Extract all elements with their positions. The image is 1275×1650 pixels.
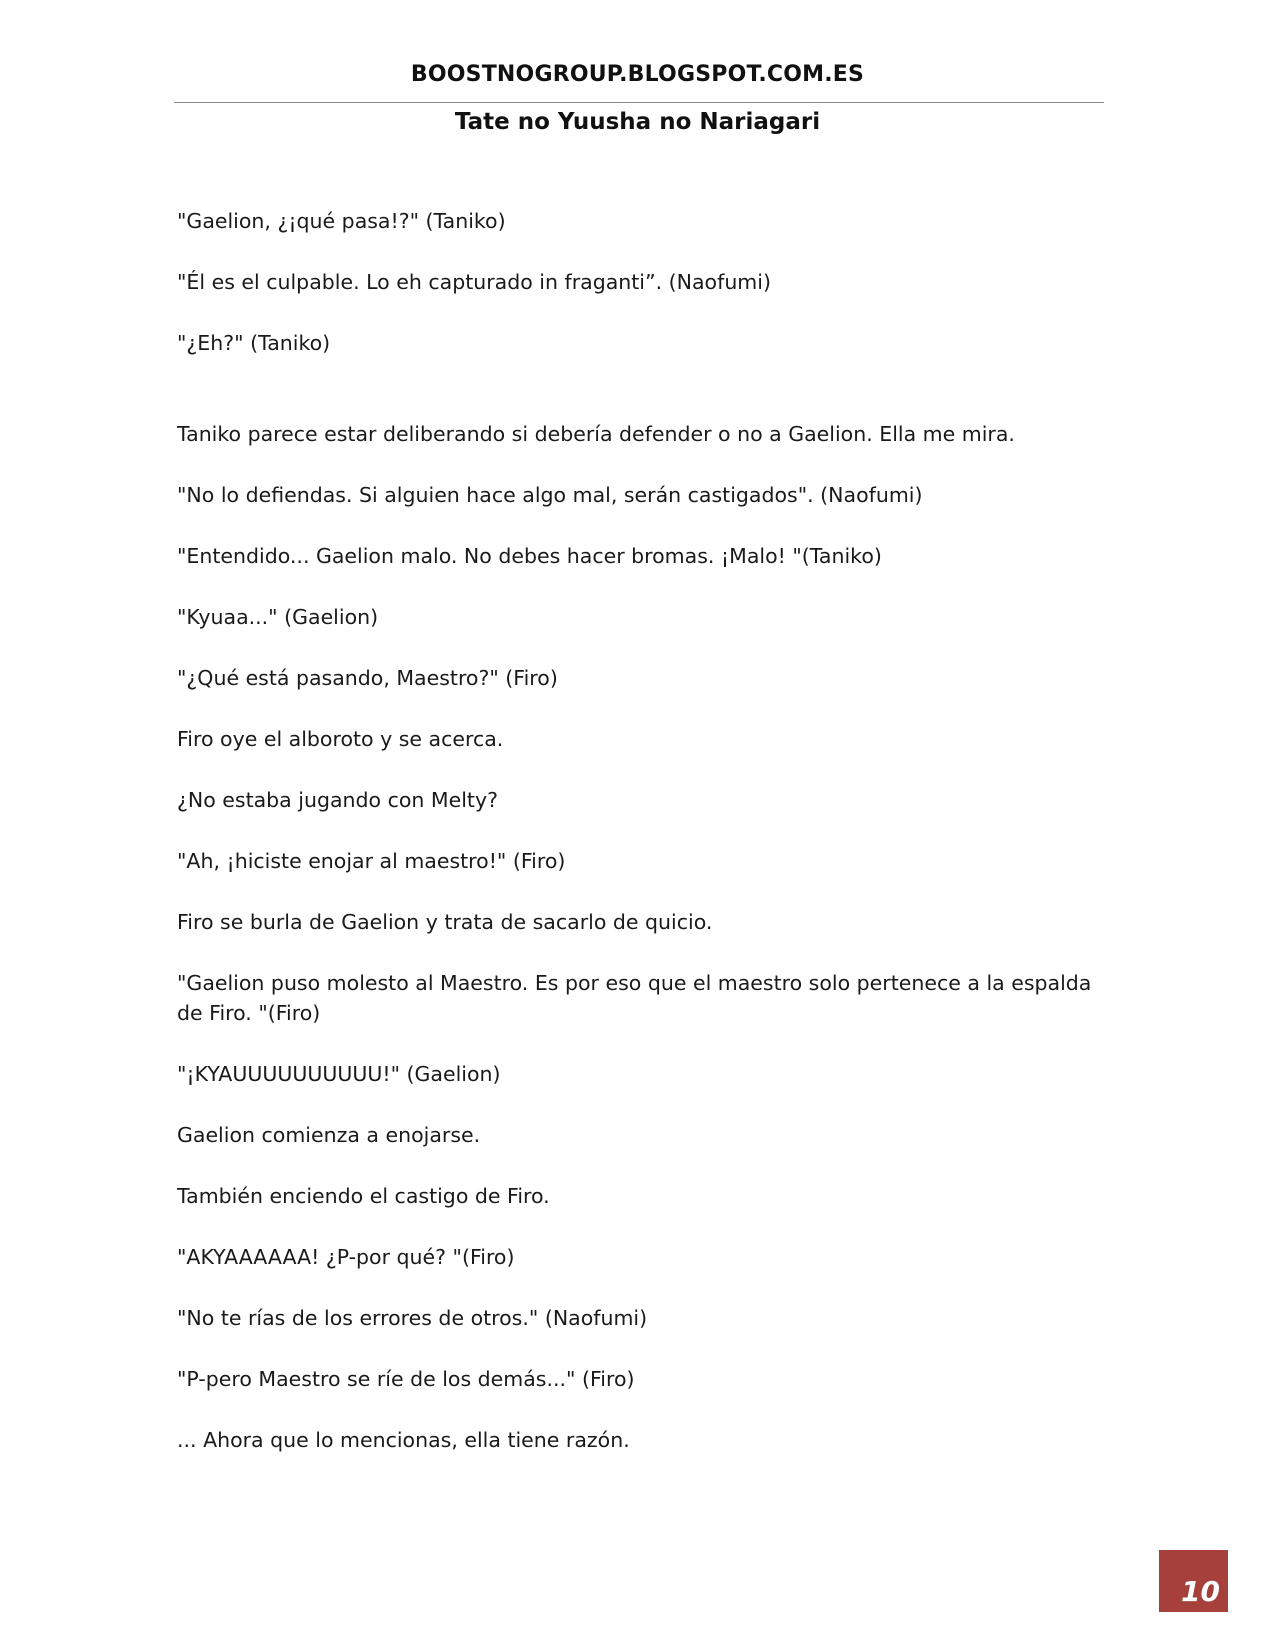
paragraph: "Entendido... Gaelion malo. No debes hacer bromas. ¡Malo! "(Taniko)	[177, 544, 882, 568]
page-number-badge	[1159, 1550, 1228, 1614]
paragraph: "Gaelion puso molesto al Maestro. Es por eso que el maestro solo pertenece a la espalda de Firo. "(Firo)	[177, 971, 1092, 1025]
body-text	[177, 206, 1097, 1486]
paragraph: "Kyuaa..." (Gaelion)	[177, 605, 379, 629]
paragraph: "No lo defiendas. Si alguien hace algo mal, serán castigados". (Naofumi)	[177, 483, 923, 507]
paragraph: Gaelion comienza a enojarse.	[177, 1123, 481, 1147]
paragraph: "Ah, ¡hiciste enojar al maestro!" (Firo)	[177, 849, 566, 873]
paragraph: "Gaelion, ¿¡qué pasa!?" (Taniko)	[177, 209, 506, 233]
page-number-underline	[1159, 1612, 1228, 1614]
paragraph: "¿Qué está pasando, Maestro?" (Firo)	[177, 666, 558, 690]
paragraph: "AKYAAAAAA! ¿P-por qué? "(Firo)	[177, 1245, 515, 1269]
paragraph: Firo se burla de Gaelion y trata de sacarlo de quicio.	[177, 910, 713, 934]
paragraph: "P-pero Maestro se ríe de los demás..." (Firo)	[177, 1367, 635, 1391]
paragraph: Taniko parece estar deliberando si debería defender o no a Gaelion. Ella me mira.	[177, 422, 1015, 446]
document-title: Tate no Yuusha no Nariagari	[454, 109, 821, 135]
paragraph: "¿Eh?" (Taniko)	[177, 331, 331, 355]
paragraph: ... Ahora que lo mencionas, ella tiene razón.	[177, 1428, 630, 1452]
paragraph: "Él es el culpable. Lo eh capturado in fraganti”. (Naofumi)	[177, 270, 771, 294]
header-divider	[174, 102, 1104, 103]
paragraph: Firo oye el alboroto y se acerca.	[177, 727, 504, 751]
page-number: 10	[1181, 1575, 1220, 1608]
paragraph: "No te rías de los errores de otros." (Naofumi)	[177, 1306, 648, 1330]
paragraph: También enciendo el castigo de Firo.	[177, 1184, 550, 1208]
paragraph: "¡KYAUUUUUUUUUU!" (Gaelion)	[177, 1062, 501, 1086]
site-header: BOOSTNOGROUP.BLOGSPOT.COM.ES	[410, 62, 865, 87]
paragraph: ¿No estaba jugando con Melty?	[177, 788, 498, 812]
